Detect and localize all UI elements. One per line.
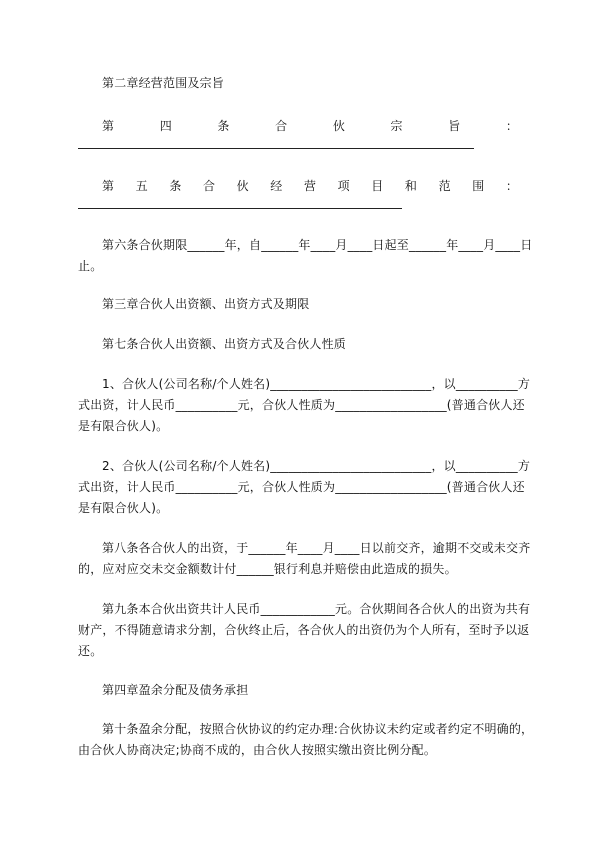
article-5-char: 经 [270, 179, 283, 193]
article-6-line: 止。 [78, 259, 103, 273]
article-5-char: 目 [371, 179, 384, 193]
article-9-line: 财产，不得随意请求分割，合伙终止后，各合伙人的出资仍为个人所有，至时予以返 [78, 623, 530, 637]
article-5-blank-line [78, 208, 402, 209]
article-9-line: 第九条本合伙出资共计人民币____________元。合伙期间各合伙人的出资为共有 [102, 602, 531, 616]
chapter-2-title: 第二章经营范围及宗旨 [102, 76, 225, 90]
article-5-char: 伙 [236, 179, 249, 193]
article-4-char: 宗 [390, 119, 403, 133]
article-8-line: 第八条各合伙人的出资，于______年____月____日以前交齐，逾期不交或未交齐 [102, 541, 531, 555]
item-2-line: 是有限合伙人)。 [78, 501, 169, 515]
article-4-char: 旨 [448, 119, 461, 133]
article-5-char: 范 [438, 179, 451, 193]
item-1-line: 是有限合伙人)。 [78, 419, 169, 433]
article-5-char: 第 [102, 179, 115, 193]
article-4-char: 四 [159, 119, 172, 133]
item-1-line: 1、合伙人(公司名称/个人姓名)__________________________，以__________方 [102, 377, 531, 391]
chapter-3-title: 第三章合伙人出资额、出资方式及期限 [102, 297, 310, 311]
article-4-heading [102, 119, 518, 133]
article-5-char: 营 [303, 179, 316, 193]
item-2-line: 式出资，计人民币__________元，合伙人性质为__________________(普通合伙人还 [78, 480, 525, 494]
article-5-char: 围 [472, 179, 485, 193]
article-10-line: 由合伙人协商决定;协商不成的，由合伙人按照实缴出资比例分配。 [78, 743, 437, 757]
article-10-line: 第十条盈余分配，按照合伙协议的约定办理:合伙协议未约定或者约定不明确的， [102, 722, 534, 736]
article-4-char: ： [505, 119, 518, 133]
article-5-char: 项 [337, 179, 350, 193]
article-4-char: 合 [275, 119, 288, 133]
article-4-char: 第 [102, 119, 115, 133]
article-6-line: 第六条合伙期限______年，自______年____月____日起至______年____月____日 [102, 238, 533, 252]
article-4-char: 伙 [332, 119, 345, 133]
article-5-char: 条 [169, 179, 182, 193]
article-5-char: ： [505, 179, 518, 193]
article-5-char: 合 [202, 179, 215, 193]
chapter-4-title: 第四章盈余分配及债务承担 [102, 683, 249, 697]
article-7-title: 第七条合伙人出资额、出资方式及合伙人性质 [102, 337, 347, 351]
item-1-line: 式出资，计人民币__________元，合伙人性质为__________________(普通合伙人还 [78, 398, 525, 412]
article-5-heading [102, 179, 518, 193]
item-2-line: 2、合伙人(公司名称/个人姓名)__________________________，以__________方 [102, 459, 531, 473]
article-5-char: 和 [404, 179, 417, 193]
article-9-line: 还。 [78, 644, 103, 658]
article-8-line: 的，应对应交未交金额数计付______银行利息并赔偿由此造成的损失。 [78, 562, 457, 576]
article-4-blank-line [78, 148, 474, 149]
article-5-char: 五 [135, 179, 148, 193]
article-4-char: 条 [217, 119, 230, 133]
